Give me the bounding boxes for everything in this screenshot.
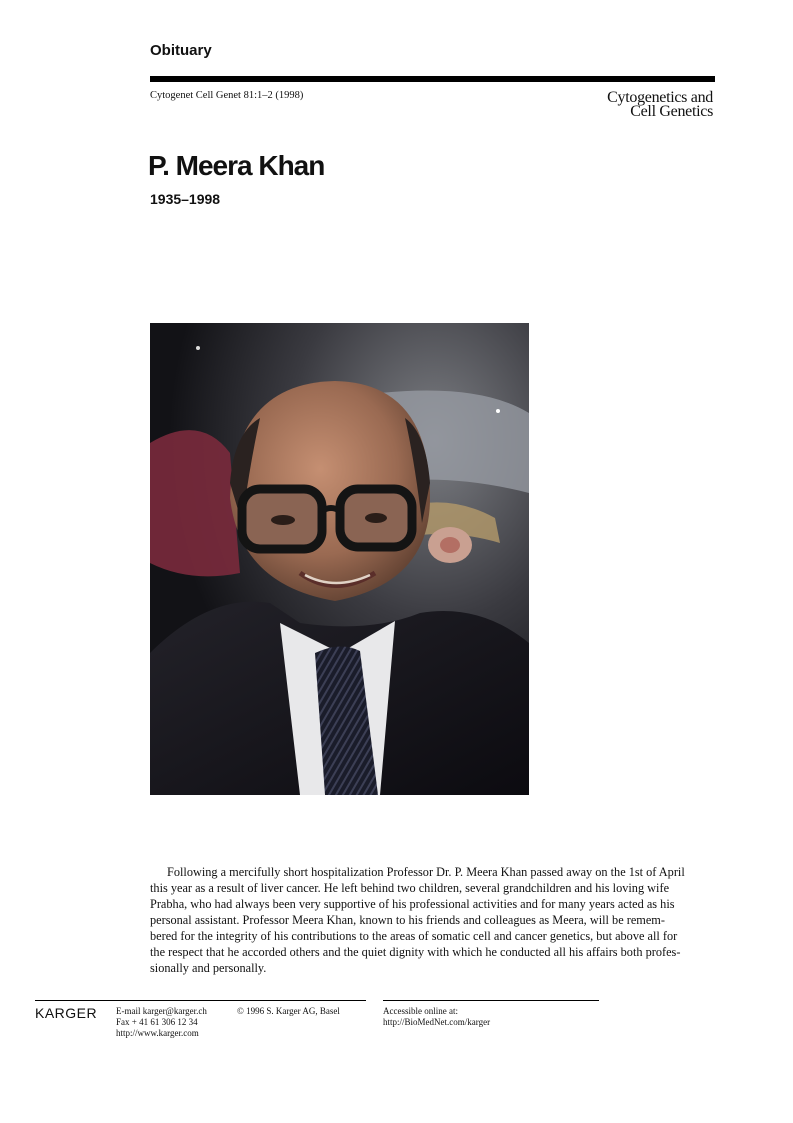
- body-line: Prabha, who had always been very supportive of his professional activities and for many years acted as his: [150, 897, 675, 911]
- footer-rule: [383, 1000, 599, 1001]
- publisher-contact: [116, 1006, 207, 1039]
- online-label: Accessible online at:: [383, 1006, 458, 1016]
- journal-logo-line1: Cytogenetics and: [607, 89, 713, 106]
- contact-fax: Fax + 41 61 306 12 34: [116, 1017, 198, 1027]
- citation: Cytogenet Cell Genet 81:1–2 (1998): [150, 90, 304, 101]
- copyright-block: [237, 1006, 340, 1017]
- portrait-photo-icon: [150, 323, 529, 795]
- header-rule: [150, 76, 715, 82]
- body-line: sionally and personally.: [150, 961, 267, 975]
- body-line: the respect that he accorded others and the quiet dignity with which he conducted all his affairs both profes-: [150, 945, 681, 959]
- copyright-text: © 1996 S. Karger AG, Basel: [237, 1006, 340, 1016]
- publisher-logo: KARGER: [35, 1005, 98, 1021]
- life-dates: 1935–1998: [150, 191, 221, 207]
- body-line: bered for the integrity of his contributions to the areas of somatic cell and cancer genetics, but above all for: [150, 929, 678, 943]
- journal-logo-line2: Cell Genetics: [630, 103, 713, 120]
- body-line: this year as a result of liver cancer. He left behind two children, several grandchildren and his loving wife: [150, 881, 670, 895]
- online-url[interactable]: http://BioMedNet.com/karger: [383, 1017, 491, 1027]
- portrait-photo: [150, 323, 529, 795]
- journal-logo: [607, 91, 713, 119]
- contact-web[interactable]: http://www.karger.com: [116, 1028, 199, 1038]
- body-line: Following a mercifully short hospitalization Professor Dr. P. Meera Khan passed away on the 1st of April: [167, 865, 685, 879]
- online-access: [383, 1006, 490, 1028]
- obituary-body: [150, 864, 716, 976]
- page-title: P. Meera Khan: [148, 150, 325, 181]
- contact-email[interactable]: E-mail karger@karger.ch: [116, 1006, 207, 1016]
- body-line: personal assistant. Professor Meera Khan, known to his friends and colleagues as Meera, will be remem-: [150, 913, 665, 927]
- footer-rule: [35, 1000, 366, 1001]
- section-label: Obituary: [150, 42, 212, 59]
